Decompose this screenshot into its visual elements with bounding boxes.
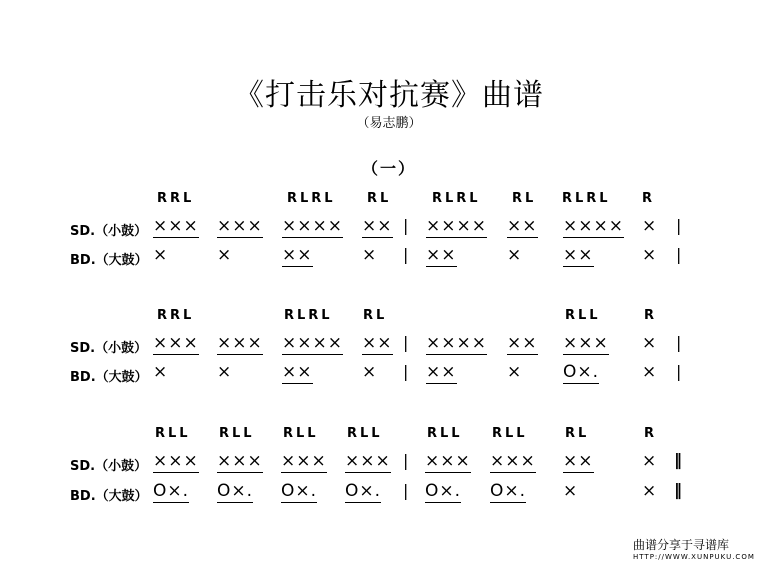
barline: |: [676, 362, 682, 381]
snare-drum-label: SD.（小鼓）: [70, 459, 148, 474]
sticking: RLL: [347, 426, 383, 441]
bass-drum-label: BD.（大鼓）: [70, 370, 148, 385]
snare-beat: ×××: [281, 451, 327, 471]
section-heading: （一）: [361, 159, 416, 178]
snare-beat: ×: [642, 451, 658, 471]
sticking: RL: [367, 191, 392, 206]
sticking: RLL: [155, 426, 191, 441]
author-credit: （易志鹏）: [356, 116, 422, 131]
sticking: RLL: [219, 426, 255, 441]
sticking: RLRL: [432, 191, 481, 206]
bass-beat: ×: [217, 362, 233, 382]
snare-beat: ××××: [563, 216, 624, 236]
bass-beat: O×.: [425, 481, 462, 501]
bass-beat: ×: [642, 481, 658, 501]
snare-beat: ×××: [217, 216, 263, 236]
bass-beat: ××: [282, 362, 313, 382]
bass-beat: O×.: [563, 362, 600, 382]
bass-beat: ×: [642, 245, 658, 265]
snare-beat: ×××: [490, 451, 536, 471]
sticking: RLL: [492, 426, 528, 441]
final-barline: ‖: [674, 450, 682, 469]
bass-beat: ×: [642, 362, 658, 382]
bass-beat: ×: [362, 362, 378, 382]
bass-beat: ××: [426, 362, 457, 382]
barline: |: [403, 451, 409, 470]
snare-beat: ××: [507, 216, 538, 236]
snare-beat: ×××: [425, 451, 471, 471]
sticking: RL: [565, 426, 590, 441]
barline: |: [403, 333, 409, 352]
sticking: RRL: [157, 191, 195, 206]
sticking: RLRL: [284, 308, 333, 323]
bass-beat: O×.: [345, 481, 382, 501]
snare-beat: ××: [362, 333, 393, 353]
bass-beat: ×: [507, 245, 523, 265]
sticking: RLL: [427, 426, 463, 441]
barline: |: [676, 245, 682, 264]
snare-beat: ×××: [563, 333, 609, 353]
snare-beat: ××: [507, 333, 538, 353]
bass-beat: O×.: [490, 481, 527, 501]
bass-beat: ×: [153, 245, 169, 265]
snare-beat: ×××: [345, 451, 391, 471]
bass-beat: ××: [282, 245, 313, 265]
bass-beat: ×: [507, 362, 523, 382]
snare-beat: ××: [362, 216, 393, 236]
bass-beat: ×: [563, 481, 579, 501]
snare-beat: ××: [563, 451, 594, 471]
footer-url[interactable]: HTTP://WWW.XUNPUKU.COM: [633, 553, 755, 561]
barline: |: [676, 216, 682, 235]
snare-drum-label: SD.（小鼓）: [70, 341, 148, 356]
snare-beat: ×××: [153, 333, 199, 353]
barline: |: [403, 216, 409, 235]
sticking: RLL: [283, 426, 319, 441]
bass-beat: O×.: [217, 481, 254, 501]
bass-beat: ×: [362, 245, 378, 265]
footer-credit: 曲谱分享于寻谱库: [633, 538, 730, 552]
bass-drum-label: BD.（大鼓）: [70, 253, 148, 268]
sticking: RLRL: [562, 191, 611, 206]
bass-beat: ×: [217, 245, 233, 265]
snare-beat: ×××: [153, 451, 199, 471]
sticking: R: [644, 426, 658, 441]
snare-beat: ×××: [217, 333, 263, 353]
bass-beat: ×: [153, 362, 169, 382]
page-title: 《打击乐对抗赛》曲谱: [234, 78, 544, 113]
barline: |: [403, 481, 409, 500]
snare-beat: ××××: [282, 333, 343, 353]
bass-beat: ××: [426, 245, 457, 265]
sticking: RL: [512, 191, 537, 206]
sticking: RRL: [157, 308, 195, 323]
snare-beat: ××××: [426, 333, 487, 353]
sticking: R: [644, 308, 658, 323]
sticking: RLL: [565, 308, 601, 323]
sticking: RL: [363, 308, 388, 323]
snare-beat: ×××: [217, 451, 263, 471]
sticking: R: [642, 191, 656, 206]
bass-drum-label: BD.（大鼓）: [70, 489, 148, 504]
bass-beat: O×.: [281, 481, 318, 501]
snare-drum-label: SD.（小鼓）: [70, 224, 148, 239]
snare-beat: ×: [642, 333, 658, 353]
bass-beat: O×.: [153, 481, 190, 501]
sticking: RLRL: [287, 191, 336, 206]
barline: |: [676, 333, 682, 352]
snare-beat: ×××: [153, 216, 199, 236]
snare-beat: ××××: [426, 216, 487, 236]
barline: |: [403, 362, 409, 381]
final-barline: ‖: [674, 480, 682, 499]
bass-beat: ××: [563, 245, 594, 265]
snare-beat: ×: [642, 216, 658, 236]
snare-beat: ××××: [282, 216, 343, 236]
barline: |: [403, 245, 409, 264]
